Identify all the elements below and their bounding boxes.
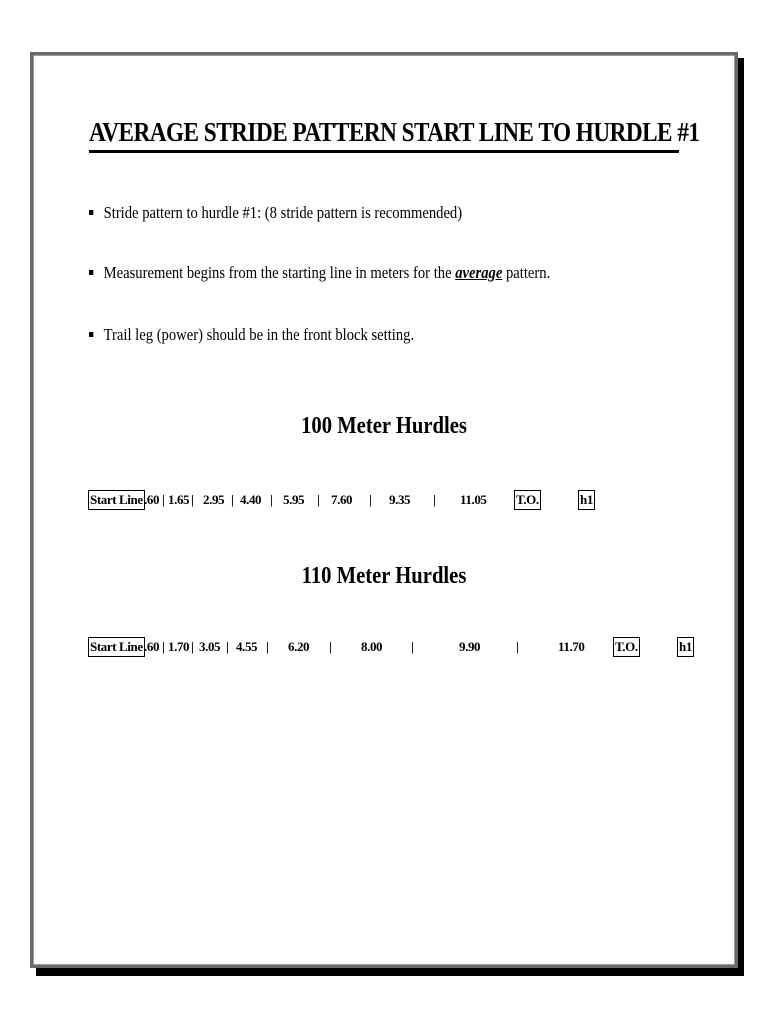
stride-mark: 5.95 [283,492,305,507]
stride-mark: 11.70 [558,639,585,654]
stride-mark: 1.70 [168,639,190,654]
page-title: AVERAGE STRIDE PATTERN START LINE TO HURDLE #1 [89,117,679,153]
hurdle-1-label: h1 [677,637,694,657]
separator: | [231,492,234,507]
takeoff-label: T.O. [514,490,541,510]
separator: | [433,492,436,507]
bullet-text: Stride pattern to hurdle #1: (8 stride pattern is recommended) [103,203,463,222]
stride-mark: 3.05 [199,639,221,654]
separator: | [329,639,332,654]
stride-mark: 6.20 [288,639,310,654]
separator: | [266,639,269,654]
stride-mark: 7.60 [331,492,353,507]
stride-mark: 9.90 [459,639,481,654]
takeoff-label: T.O. [613,637,640,657]
bullet-text: Trail leg (power) should be in the front block setting. [103,325,415,344]
stride-mark: 9.35 [389,492,411,507]
bullet-square-icon [89,332,93,337]
emphasis-average: average [455,263,503,282]
stride-mark: 2.95 [203,492,225,507]
start-line-label: Start Line [88,637,145,657]
bullet-stride-pattern [89,203,462,223]
stride-row-100m [33,490,735,514]
hurdle-1-label: h1 [578,490,595,510]
heading-100m-hurdles: 100 Meter Hurdles [301,413,467,439]
stride-mark: .60 [144,492,160,507]
bullet-trail-leg [89,325,414,345]
separator: | [191,492,194,507]
stride-mark: 1.65 [168,492,190,507]
bullet-text: Measurement begins from the starting line in meters for the [103,263,456,282]
stride-row-110m [33,637,735,661]
separator: | [411,639,414,654]
bullet-text-end: pattern. [502,263,551,282]
stride-mark: 4.55 [236,639,258,654]
stride-mark: 11.05 [460,492,487,507]
stride-mark: .60 [144,639,160,654]
separator: | [191,639,194,654]
start-line-label: Start Line [88,490,145,510]
slide-page [30,52,738,968]
heading-110m-hurdles: 110 Meter Hurdles [301,563,467,589]
stride-mark: 8.00 [361,639,383,654]
separator: | [270,492,273,507]
separator: | [162,639,165,654]
separator: | [162,492,165,507]
bullet-measurement [89,263,550,283]
stride-mark: 4.40 [240,492,262,507]
separator: | [317,492,320,507]
separator: | [516,639,519,654]
bullet-square-icon [89,270,93,275]
separator: | [226,639,229,654]
bullet-square-icon [89,210,93,215]
separator: | [369,492,372,507]
